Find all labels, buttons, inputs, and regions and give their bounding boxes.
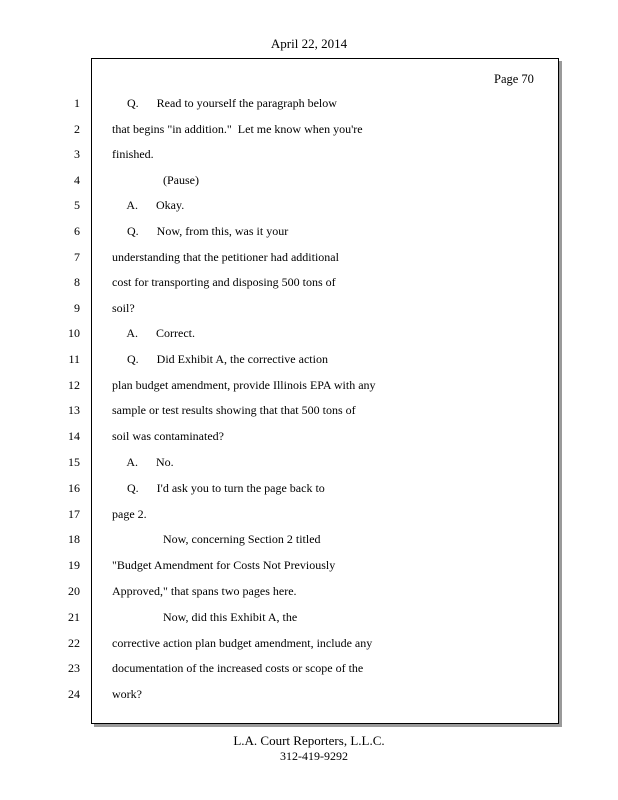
line-number: 6 [74,224,80,238]
line-text: corrective action plan budget amendment, include any [112,636,373,650]
line-number: 2 [74,122,80,136]
line-number: 21 [68,610,80,624]
line-number: 9 [74,301,80,315]
line-number: 15 [68,455,80,469]
line-text: A. Correct. [112,326,195,340]
footer-company: L.A. Court Reporters, L.L.C. [233,733,385,748]
line-number: 16 [68,481,80,495]
line-number: 22 [68,636,80,650]
line-text: understanding that the petitioner had additional [112,250,339,264]
line-text: page 2. [112,507,147,521]
line-number: 24 [68,687,80,701]
line-text: A. No. [112,455,174,469]
line-number: 5 [74,198,80,212]
line-number: 11 [68,352,80,366]
line-text: finished. [112,147,154,161]
line-number: 12 [68,378,80,392]
line-text: work? [112,687,142,701]
line-number: 18 [68,532,80,546]
line-number: 13 [68,403,80,417]
line-text: Now, did this Exhibit A, the [112,610,298,624]
line-number: 23 [68,661,80,675]
line-text: soil was contaminated? [112,429,224,443]
line-text: A. Okay. [112,198,185,212]
line-text: (Pause) [112,173,199,187]
line-text: Approved," that spans two pages here. [112,584,297,598]
line-number: 17 [68,507,80,521]
line-text: Now, concerning Section 2 titled [112,532,321,546]
line-number: 19 [68,558,80,572]
line-text: Q. I'd ask you to turn the page back to [112,481,325,495]
line-number: 10 [68,326,80,340]
footer-phone: 312-419-9292 [280,749,348,763]
line-text: documentation of the increased costs or scope of the [112,661,364,675]
page-number: Page 70 [494,72,534,86]
line-number: 14 [68,429,80,443]
line-number: 1 [74,96,80,110]
line-text: Q. Did Exhibit A, the corrective action [112,352,328,366]
line-number: 20 [68,584,80,598]
line-number: 4 [74,173,80,187]
line-text: sample or test results showing that that 500 tons of [112,403,356,417]
line-text: Q. Now, from this, was it your [112,224,289,238]
header-date: April 22, 2014 [270,36,348,51]
line-text: cost for transporting and disposing 500 tons of [112,275,336,289]
line-number: 7 [74,250,80,264]
line-number: 8 [74,275,80,289]
line-number: 3 [74,147,80,161]
line-text: that begins "in addition." Let me know when you're [112,122,363,136]
line-text: "Budget Amendment for Costs Not Previously [112,558,336,572]
line-text: Q. Read to yourself the paragraph below [112,96,337,110]
line-text: plan budget amendment, provide Illinois EPA with any [112,378,376,392]
line-text: soil? [112,301,135,315]
